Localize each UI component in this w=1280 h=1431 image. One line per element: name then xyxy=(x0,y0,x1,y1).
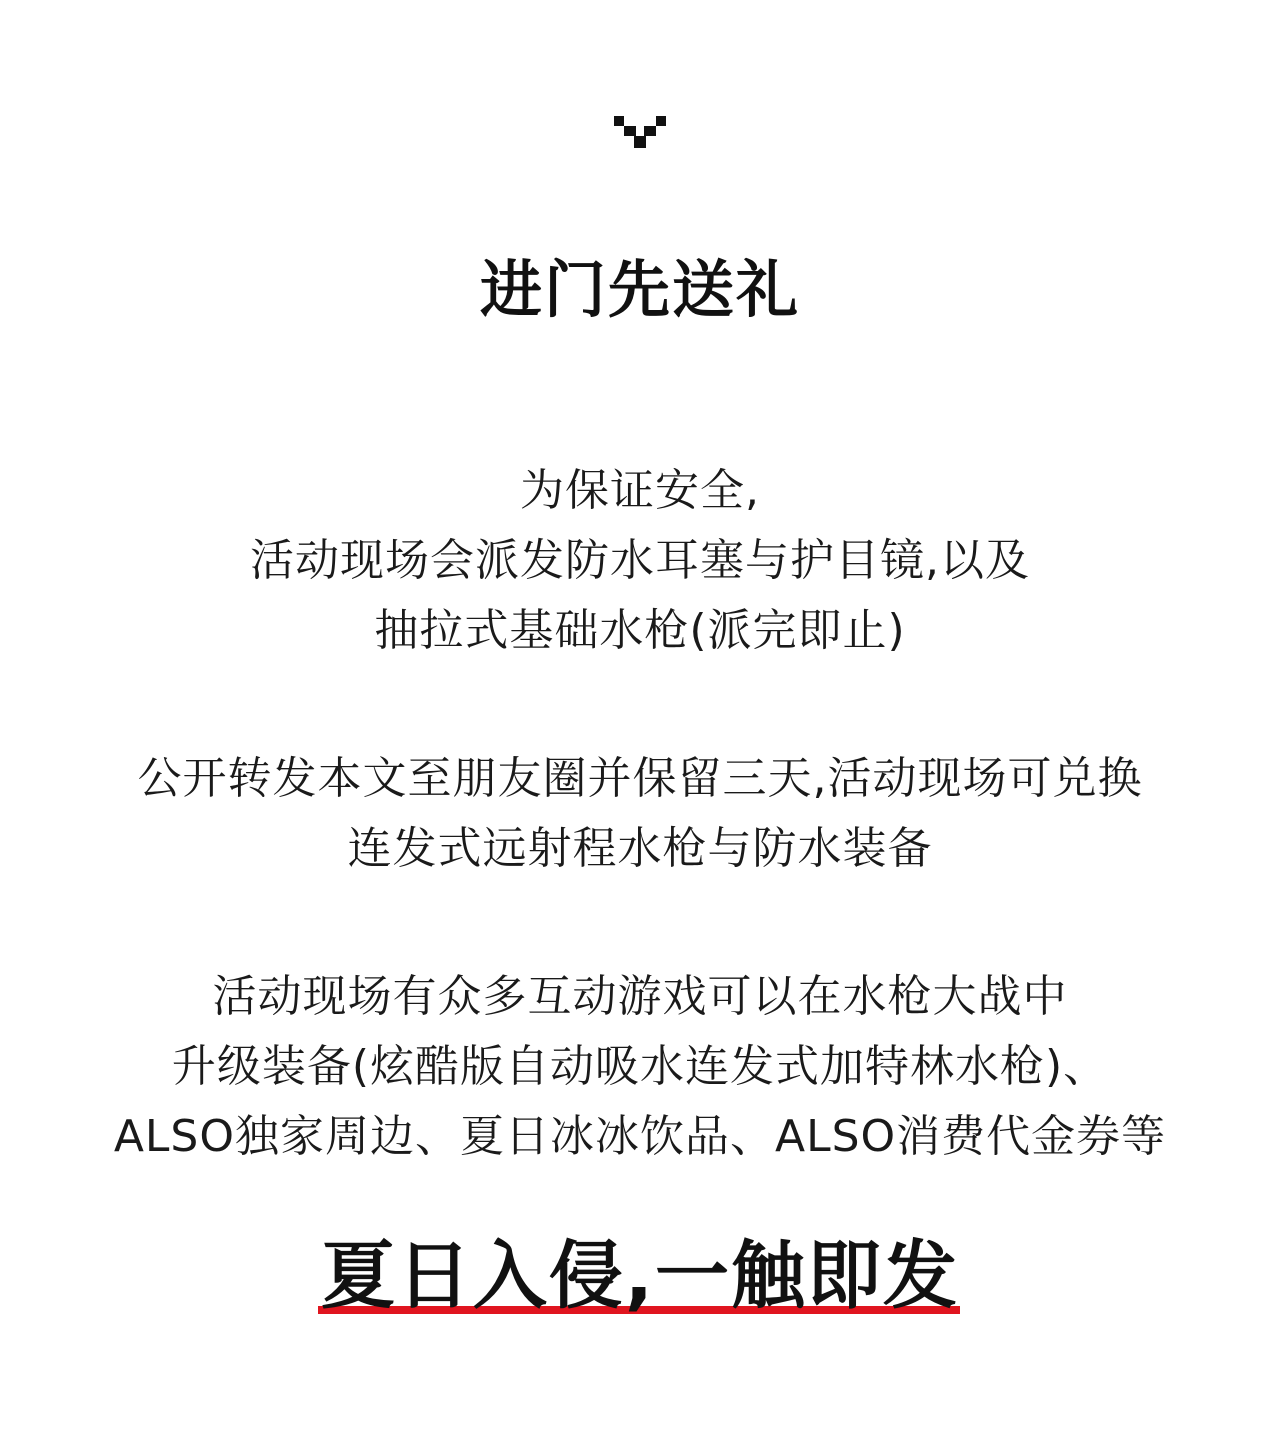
paragraph-line: 为保证安全, xyxy=(520,465,760,516)
paragraph-line: 公开转发本文至朋友圈并保留三天,活动现场可兑换 xyxy=(137,753,1143,804)
paragraph-line: 活动现场有众多互动游戏可以在水枪大战中 xyxy=(212,971,1068,1022)
paragraph-line: 升级装备(炫酷版自动吸水连发式加特林水枪)、 xyxy=(171,1041,1109,1092)
safety-gifts-paragraph xyxy=(0,456,1280,666)
paragraph-line: ALSO独家周边、夏日冰冰饮品、ALSO消费代金券等 xyxy=(113,1111,1167,1162)
paragraph-line: 抽拉式基础水枪(派完即止) xyxy=(374,605,906,656)
slogan-block xyxy=(0,1232,1280,1320)
slogan-text: 夏日入侵,一触即发 xyxy=(320,1233,960,1319)
share-reward-paragraph xyxy=(0,744,1280,884)
paragraph-line: 连发式远射程水枪与防水装备 xyxy=(347,823,933,874)
pixel-chevron-logo-icon xyxy=(614,116,666,148)
section-heading: 进门先送礼 xyxy=(479,253,800,326)
paragraph-line: 活动现场会派发防水耳塞与护目镜,以及 xyxy=(250,535,1030,586)
games-prizes-paragraph xyxy=(0,962,1280,1172)
